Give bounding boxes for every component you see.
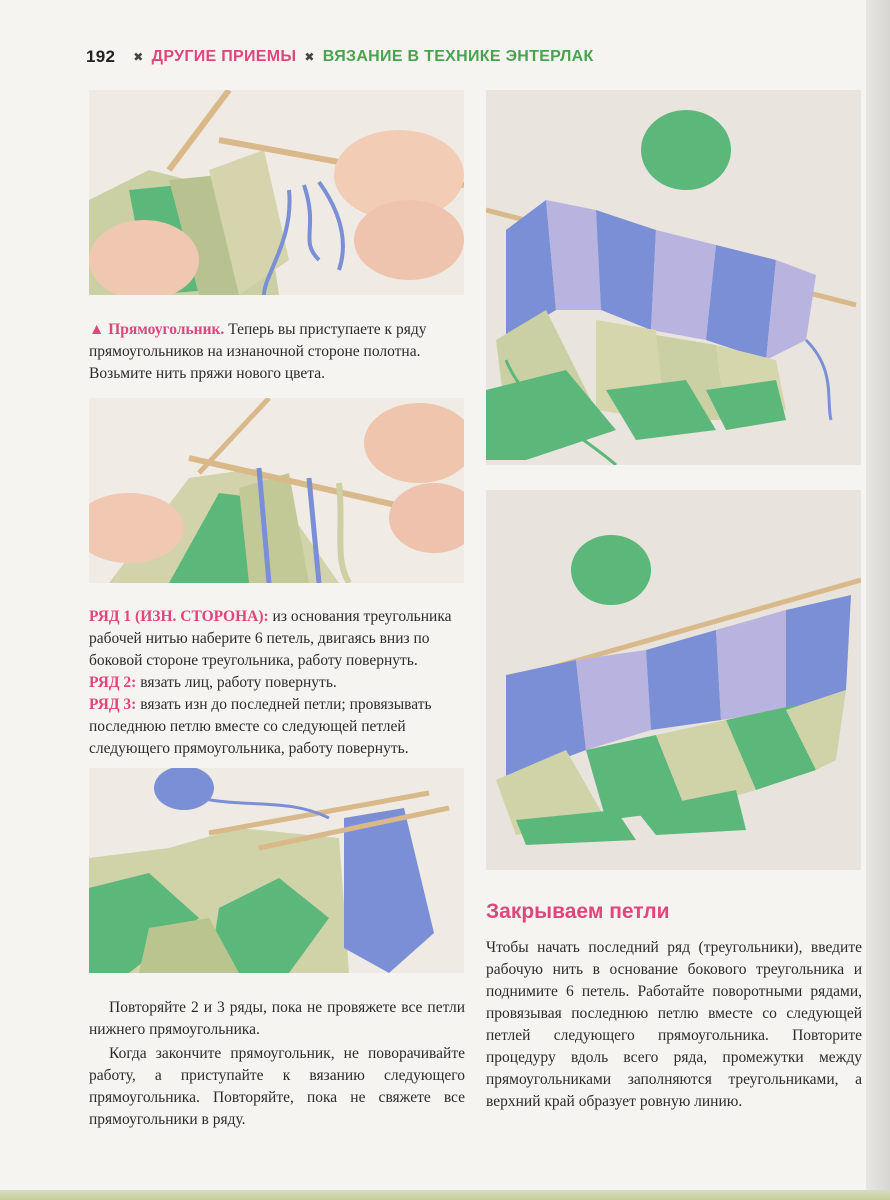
row-1-text: из основания треугольника рабочей нитью наберите 6 петель, двигаясь вниз по боковой стороне треугольника, работу повернуть.	[89, 608, 452, 669]
paragraph: Чтобы начать последний ряд (треугольники), введите рабочую нить в основание бокового треугольника и поднимите 6 петель. Работайте поворотными рядами, провязывая последнюю петлю вместе со следующей петлей следующего прямоугольника. Повторите процедуру вдоль всего ряда, промежутки между прямоугольниками заполняются треугольниками, а верхний край образует ровную линию.	[486, 939, 862, 1110]
photo-rectangle-start	[89, 90, 464, 295]
chapter-title: ВЯЗАНИЕ В ТЕХНИКЕ ЭНТЕРЛАК	[322, 48, 594, 65]
paragraph: Повторяйте 2 и 3 ряды, пока не провяжете все петли нижнего прямоугольника.	[89, 999, 465, 1038]
row-2-step	[89, 672, 465, 694]
paragraph: Когда закончите прямоугольник, не поворачивайте работу, а приступайте к вязанию следующего прямоугольника. Повторяйте, пока не свяжете все прямоугольники в ряду.	[89, 1045, 465, 1128]
page-header	[86, 46, 866, 68]
separator-icon: ✖	[133, 50, 144, 64]
section-title: ДРУГИЕ ПРИЕМЫ	[151, 48, 297, 65]
row-3-label: РЯД 3:	[89, 696, 137, 713]
caption-rectangle	[89, 319, 465, 385]
row-1-label: РЯД 1 (ИЗН. СТОРОНА):	[89, 608, 269, 625]
knitting-photo-image	[486, 90, 861, 465]
photo-binding-off	[486, 490, 861, 870]
triangle-up-icon: ▲	[89, 321, 105, 338]
section-heading: Закрываем петли	[486, 900, 670, 923]
knitting-photo-image	[486, 490, 861, 870]
row-instructions	[89, 606, 465, 760]
row-3-text: вязать изн до последней петли; провязывать последнюю петлю вместе со следующей петлей следующего прямоугольника, работу повернуть.	[89, 696, 432, 757]
row-1-step	[89, 606, 465, 672]
knitting-photo-image	[89, 398, 464, 583]
photo-rectangle-finished	[89, 768, 464, 973]
knitting-photo-image	[89, 90, 464, 295]
row-2-text: вязать лиц, работу повернуть.	[136, 674, 337, 691]
knitting-photo-image	[89, 768, 464, 973]
page-edge-shadow	[866, 0, 890, 1200]
photo-picking-up-stitches	[89, 398, 464, 583]
photo-interlace-row	[486, 90, 861, 465]
separator-icon: ✖	[304, 50, 315, 64]
caption-text: Теперь вы приступаете к ряду прямоугольников на изнаночной стороне полотна. Возьмите нить пряжи нового цвета.	[89, 321, 427, 382]
page-number: 192	[86, 47, 116, 66]
row-3-step	[89, 694, 465, 760]
page-bottom-edge	[0, 1190, 890, 1200]
caption-lead: Прямоугольник.	[108, 321, 225, 338]
left-bottom-text	[89, 997, 465, 1133]
right-bottom-text	[486, 937, 862, 1115]
row-2-label: РЯД 2:	[89, 674, 137, 691]
